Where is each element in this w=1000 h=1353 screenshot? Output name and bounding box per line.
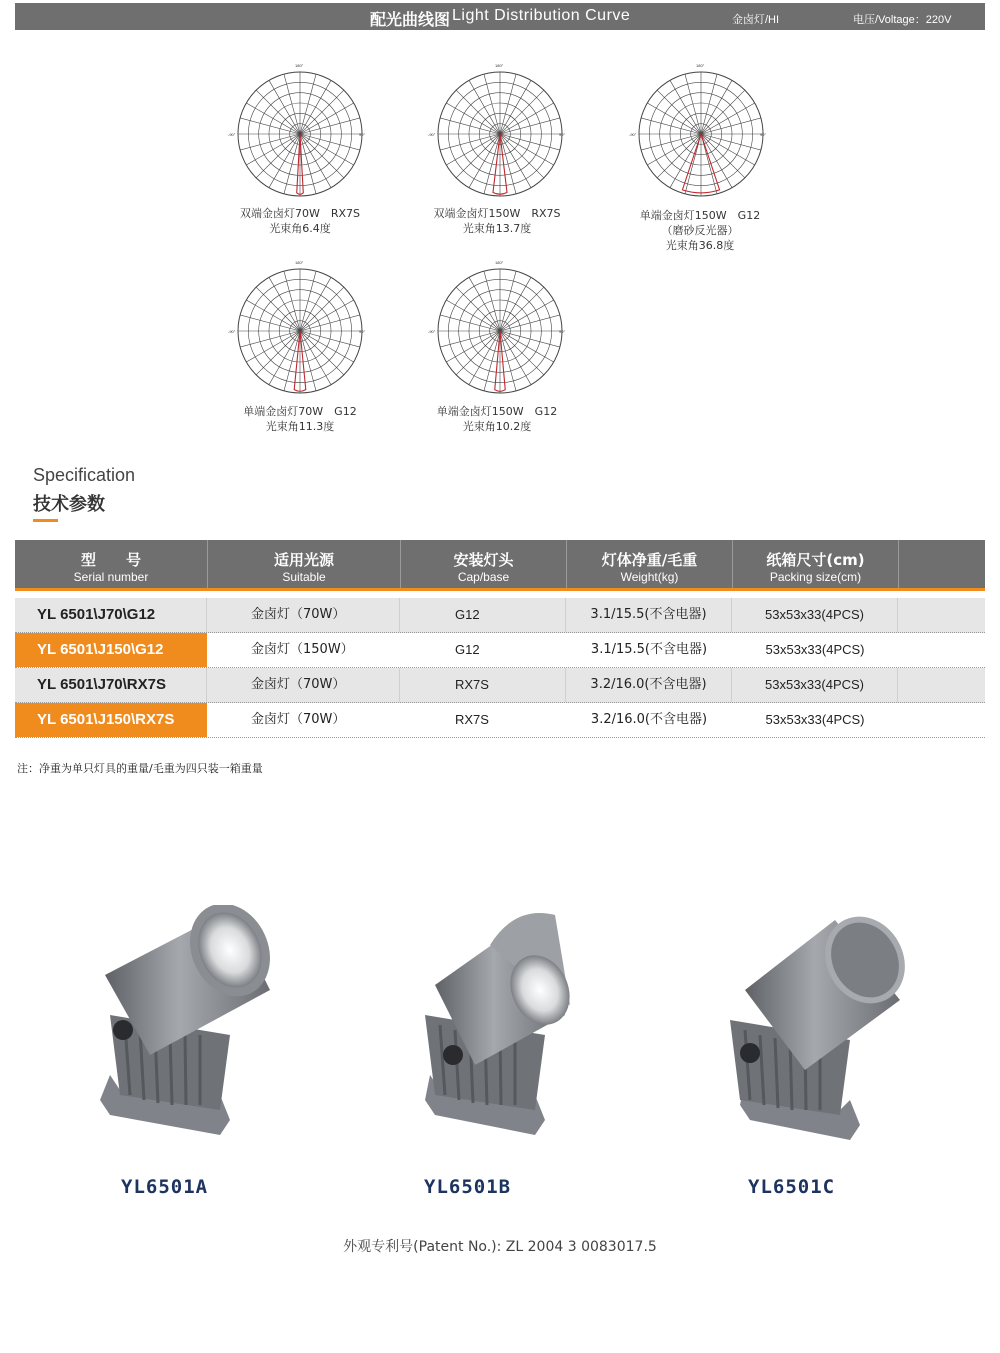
caption-line: 光束角6.4度 [269,222,331,235]
cell-suitable: 金卤灯（70W） [207,598,400,632]
cell-packing: 53x53x33(4PCS) [765,642,865,657]
polar-axis-label: 180° [295,63,304,68]
polar-axis-label: -90° [629,132,637,137]
spec-title-cn: 技术参数 [33,494,105,515]
polar-spoke [256,331,300,375]
curve-caption-1 [220,206,380,236]
col-suitable [208,540,401,588]
polar-spoke [500,134,531,188]
polar-spoke [500,134,554,165]
polar-spoke [456,287,500,331]
polar-spoke [446,103,500,134]
polar-spoke [500,103,554,134]
col-blank [899,540,985,588]
col-cap [401,540,567,588]
cell-weight: 3.2/16.0(不含电器) [566,668,732,702]
polar-spoke [256,287,300,331]
polar-spoke [469,277,500,331]
cell-packing: 53x53x33(4PCS) [765,712,865,727]
cell-cap: RX7S [455,712,489,727]
polar-spoke [269,277,300,331]
polar-diagram-4 [227,259,373,401]
caption-line: 单端金卤灯150W G12 [639,209,761,222]
polar-spoke [500,90,544,134]
polar-spoke [500,300,554,331]
col-packing-cn: 纸箱尺寸(cm) [766,551,865,569]
cell-suitable: 金卤灯（150W） [251,642,354,657]
table-row [15,633,985,668]
table-header [15,540,985,591]
header-lamp-type: 金卤灯/HI [732,14,780,26]
polar-spoke [456,90,500,134]
caption-line: 单端金卤灯70W G12 [243,405,357,418]
polar-spoke [500,331,531,385]
patent-number: 外观专利号(Patent No.): ZL 2004 3 0083017.5 [343,1239,657,1255]
table-row [15,598,985,633]
product-image-b [395,905,595,1160]
polar-axis-label: 180° [295,260,304,265]
polar-grid [427,259,573,401]
polar-spoke [300,103,354,134]
polar-spoke [269,80,300,134]
cell-weight: 3.1/15.5(不含电器) [566,598,732,632]
polar-spoke [456,134,500,178]
cell-serial: YL 6501\J150\G12 [15,633,207,667]
polar-spoke [246,300,300,331]
header-voltage: 电压/Voltage：220V [853,14,952,26]
polar-spoke [300,287,344,331]
curve-caption-4 [220,404,380,434]
cell-blank [898,668,985,702]
product-label-c: YL6501C [748,1176,836,1198]
caption-line: 双端金卤灯150W RX7S [433,207,561,220]
polar-axis-label: 180° [696,63,705,68]
polar-axis-label: 90° [760,132,767,137]
col-weight [567,540,733,588]
polar-axis-label: -90° [428,329,436,334]
table-row [15,668,985,703]
polar-spoke [500,134,544,178]
polar-spoke [246,103,300,134]
polar-spoke [300,80,331,134]
polar-axis-label: 90° [559,329,566,334]
polar-axis-label: 90° [359,329,366,334]
polar-spoke [657,90,701,134]
header-bar [15,3,985,30]
polar-grid [628,62,774,204]
col-packing [733,540,899,588]
polar-spoke [647,103,701,134]
product-image-a [80,905,280,1160]
polar-spoke [500,331,554,362]
polar-spoke [500,287,544,331]
polar-spoke [256,90,300,134]
polar-spoke [300,277,331,331]
cell-suitable: 金卤灯（70W） [207,668,400,702]
caption-line: 单端金卤灯150W G12 [436,405,558,418]
curve-caption-5 [417,404,577,434]
polar-spoke [469,80,500,134]
weight-note: 注：净重为单只灯具的重量/毛重为四只装一箱重量 [17,762,263,775]
polar-spoke [300,134,331,188]
col-serial-en: Serial number [73,570,149,584]
col-cap-cn: 安装灯头 [453,551,514,569]
polar-spoke [500,80,531,134]
header-title-en: Light Distribution Curve [452,7,631,24]
polar-spoke [701,134,755,165]
col-packing-en: Packing size(cm) [769,570,862,584]
cell-suitable: 金卤灯（70W） [251,712,346,727]
polar-spoke [670,80,701,134]
polar-axis-label: 90° [359,132,366,137]
polar-axis-label: -90° [228,329,236,334]
curve-caption-2 [417,206,577,236]
polar-spoke [246,331,300,362]
col-serial [15,540,208,588]
polar-spoke [701,103,755,134]
caption-line: 光束角10.2度 [462,420,532,433]
polar-axis-label: -90° [428,132,436,137]
polar-spoke [300,90,344,134]
table-row [15,703,985,738]
polar-grid [227,62,373,204]
col-weight-en: Weight(kg) [620,570,679,584]
polar-spoke [446,134,500,165]
product-label-a: YL6501A [121,1176,209,1198]
cell-blank [898,703,985,737]
caption-line: 光束角36.8度 [665,239,735,252]
polar-axis-label: 90° [559,132,566,137]
polar-spoke [701,134,745,178]
product-label-b: YL6501B [424,1176,512,1198]
cell-weight: 3.2/16.0(不含电器) [590,712,708,727]
polar-spoke [456,331,500,375]
cell-cap: RX7S [400,668,566,702]
polar-spoke [469,134,500,188]
polar-spoke [446,300,500,331]
polar-spoke [701,90,745,134]
polar-diagram-5 [427,259,573,401]
product-image-c [710,910,910,1165]
polar-diagram-3 [628,62,774,204]
caption-line: 光束角13.7度 [462,222,532,235]
polar-spoke [500,277,531,331]
polar-grid [227,259,373,401]
cell-packing: 53x53x33(4PCS) [732,668,898,702]
cell-cap: G12 [400,598,566,632]
polar-spoke [500,331,544,375]
polar-axis-label: -90° [228,132,236,137]
cell-serial: YL 6501\J70\RX7S [15,668,207,702]
cell-serial: YL 6501\J70\G12 [15,598,207,632]
polar-spoke [300,300,354,331]
cell-packing: 53x53x33(4PCS) [732,598,898,632]
polar-spoke [300,331,354,362]
polar-axis-label: 180° [495,63,504,68]
polar-diagram-2 [427,62,573,204]
polar-spoke [300,331,344,375]
col-cap-en: Cap/base [457,570,510,584]
cell-weight: 3.1/15.5(不含电器) [590,642,708,657]
polar-spoke [469,331,500,385]
polar-spoke [269,134,300,188]
polar-spoke [256,134,300,178]
polar-spoke [647,134,701,165]
polar-spoke [701,80,732,134]
col-suitable-en: Suitable [282,570,326,584]
cell-cap: G12 [455,642,480,657]
polar-spoke [300,134,354,165]
col-serial-cn: 型 号 [80,551,141,569]
cell-blank [898,633,985,667]
polar-spoke [446,331,500,362]
caption-line: （磨砂反光器） [661,224,739,237]
caption-line: 光束角11.3度 [265,420,335,433]
polar-axis-label: 180° [495,260,504,265]
cell-serial: YL 6501\J150\RX7S [15,703,207,737]
col-suitable-cn: 适用光源 [273,551,334,569]
spec-underline [33,519,58,522]
curve-caption-3 [620,208,780,253]
polar-spoke [246,134,300,165]
spec-title-en: Specification [33,465,136,485]
caption-line: 双端金卤灯70W RX7S [239,207,361,220]
cell-blank [898,598,985,632]
col-weight-cn: 灯体净重/毛重 [601,551,698,569]
header-title-cn: 配光曲线图 [370,12,451,29]
polar-spoke [300,134,344,178]
polar-spoke [657,134,701,178]
polar-diagram-1 [227,62,373,204]
polar-grid [427,62,573,204]
